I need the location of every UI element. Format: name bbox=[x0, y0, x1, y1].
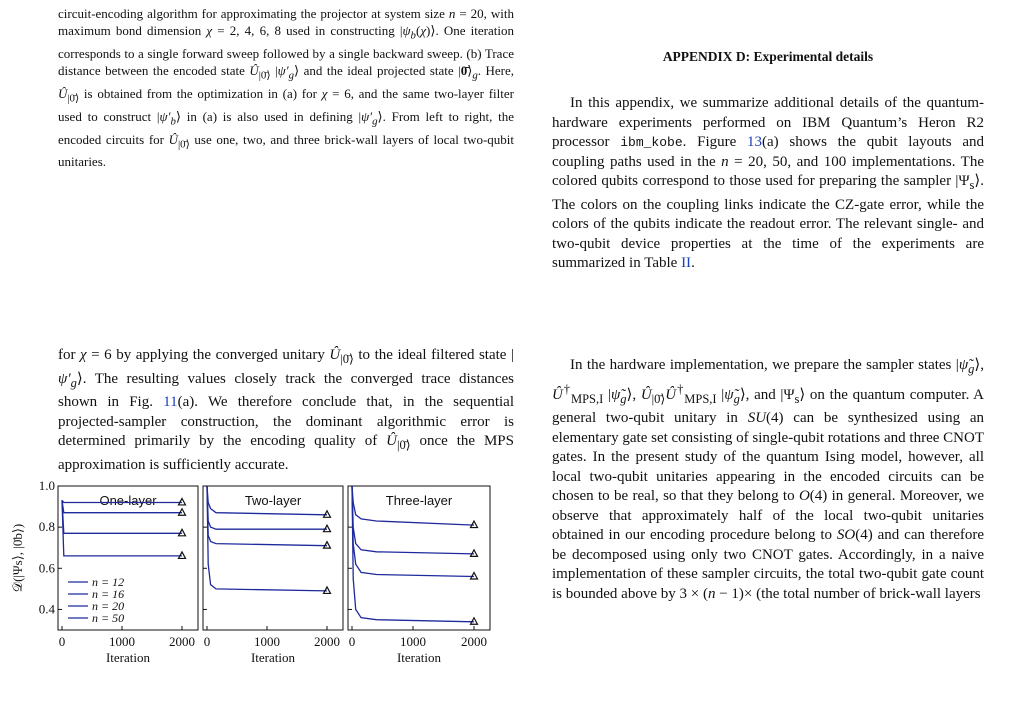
x-axis-label-3: Iteration bbox=[396, 650, 442, 665]
figure-caption: circuit-encoding algorithm for approximating the projector at system size n = 20, with maximum bond dimension χ = 2, 4, 6, 8 used in constructing $|\psi_b(\chi)⟩$. One iteration corresponds to a single forward sweep followed by a single backward sweep. (b) Trace distance between the encoded state $Û_{|0̄⟩}$ $|\psi'_g⟩$ and the ideal projected state $|0̄⟩_g$. Here, $Û_{|0̄⟩}$ is obtained from the optimization in (a) for χ = 6, and the same two-layer filter used to construct $|\psi'_b⟩$ in (a) is also used in defining $|\psi'_g⟩$. From left to right, the encoded circuits for $Û_{|0̄⟩}$ use one, two, and three brick-wall layers of local two-qubit unitaries. bbox=[58, 6, 514, 170]
legend-label-1: n = 12 bbox=[92, 575, 125, 589]
triangle-marker-1-1 bbox=[179, 552, 186, 559]
legend-label-2: n = 16 bbox=[92, 587, 125, 601]
appendix-paragraph-1: In this appendix, we summarize additional details of the quantum-hardware experiments performed on IBM Quantum’s Heron R2 processor ibm_kobe. Figure 13(a) shows the qubit layouts and coupling paths used in the n = 20, 50, and 100 implementations. The colored qubits correspond to those used for preparing the sampler $|\Psi_s⟩$. The colors on the coupling links indicate the CZ-gate error, while the colors of the qubits indicate the readout error. The relevant single- and two-qubit device properties at the time of the experiments are summarized in Table II. bbox=[552, 95, 984, 271]
triangle-marker-3-2 bbox=[471, 573, 478, 580]
triangle-marker-2-1 bbox=[324, 587, 331, 594]
triangle-marker-3-4 bbox=[471, 521, 478, 528]
x-tick-label-3-1: 0 bbox=[348, 634, 356, 649]
triangle-marker-2-3 bbox=[324, 525, 331, 532]
left-column bbox=[10, 0, 514, 665]
triangle-marker-1-3 bbox=[179, 509, 186, 516]
appendix-paragraph-2: In the hardware implementation, we prepare the sampler states $|\psĩ_g⟩$, $Û^\dagger_{MPS,I}$ $|\psĩ_g⟩$, $Û_{|0̄⟩}Û^\dagger_{MPS,I}$ $|\psĩ_g⟩$, and $|\Psi_s⟩$ on the quantum computer. A general two-qubit unitary in SU(4) can be synthesized using an elementary gate set consisting of single-qubit rotations and three CNOT gates. In the present study of the quantum Ising model, however, all local two-qubit unitaries appearing in the encoded circuits can be chosen to be real, so that they belong to O(4) in general. Moreover, we observe that approximately half of the local two-qubit unitaries obtained in our encoding procedure belong to SO(4) and can therefore be decomposed using only two CNOT gates. Accordingly, in a naive implementation of these sampler circuits, the total two-qubit gate count is bounded above by 3 × (n − 1)× (the total number of brick-wall layers bbox=[552, 357, 985, 602]
figure-link[interactable]: 13 bbox=[747, 134, 763, 150]
series-line-1-1 bbox=[62, 500, 182, 556]
figure-link[interactable]: 11 bbox=[163, 394, 178, 410]
x-axis-label-1: Iteration bbox=[105, 650, 151, 665]
triangle-marker-2-2 bbox=[324, 542, 331, 549]
chart-svg bbox=[10, 478, 498, 690]
x-tick-label-1-1: 0 bbox=[58, 634, 66, 649]
x-tick-label-2-3: 2000 bbox=[314, 634, 340, 649]
figure-panels bbox=[10, 478, 498, 690]
panel-title-3: Three-layer bbox=[385, 493, 453, 508]
y-tick-label-1: 0.4 bbox=[38, 601, 55, 617]
triangle-marker-3-1 bbox=[471, 618, 478, 625]
triangle-marker-1-4 bbox=[179, 498, 186, 505]
table-link[interactable]: II bbox=[681, 255, 692, 271]
triangle-marker-2-4 bbox=[324, 511, 331, 518]
legend-label-4: n = 50 bbox=[92, 611, 125, 625]
x-tick-label-1-3: 2000 bbox=[169, 634, 195, 649]
body-paragraph: for χ = 6 by applying the converged unitary $Û_{|0̄⟩}$ to the ideal filtered state $|\psi'_g⟩$. The resulting values closely track the converged trace distances shown in Fig. 11(a). We therefore conclude that, in the sequential projected-sampler construction, the dominant algorithmic error is determined primarily by the encoding quality of $Û_{|0̄⟩}$ once the MPS approximation is sufficiently accurate. bbox=[58, 347, 514, 473]
y-tick-label-4: 1.0 bbox=[38, 478, 55, 493]
panel-title-2: Two-layer bbox=[244, 493, 302, 508]
x-tick-label-2-2: 1000 bbox=[254, 634, 280, 649]
panel-title-1: One-layer bbox=[99, 493, 157, 508]
y-axis-label: 𝒟(|Ψs⟩, |0̄b⟩) bbox=[10, 523, 25, 593]
triangle-marker-3-3 bbox=[471, 550, 478, 557]
x-axis-label-2: Iteration bbox=[250, 650, 296, 665]
appendix-title: APPENDIX D: Experimental details bbox=[662, 49, 874, 64]
y-tick-label-3: 0.8 bbox=[38, 519, 55, 535]
x-tick-label-3-2: 1000 bbox=[400, 634, 426, 649]
triangle-marker-1-2 bbox=[179, 529, 186, 536]
x-tick-label-3-3: 2000 bbox=[461, 634, 487, 649]
x-tick-label-2-1: 0 bbox=[203, 634, 211, 649]
legend-label-3: n = 20 bbox=[92, 599, 125, 613]
y-tick-label-2: 0.6 bbox=[38, 560, 55, 576]
x-tick-label-1-2: 1000 bbox=[109, 634, 135, 649]
